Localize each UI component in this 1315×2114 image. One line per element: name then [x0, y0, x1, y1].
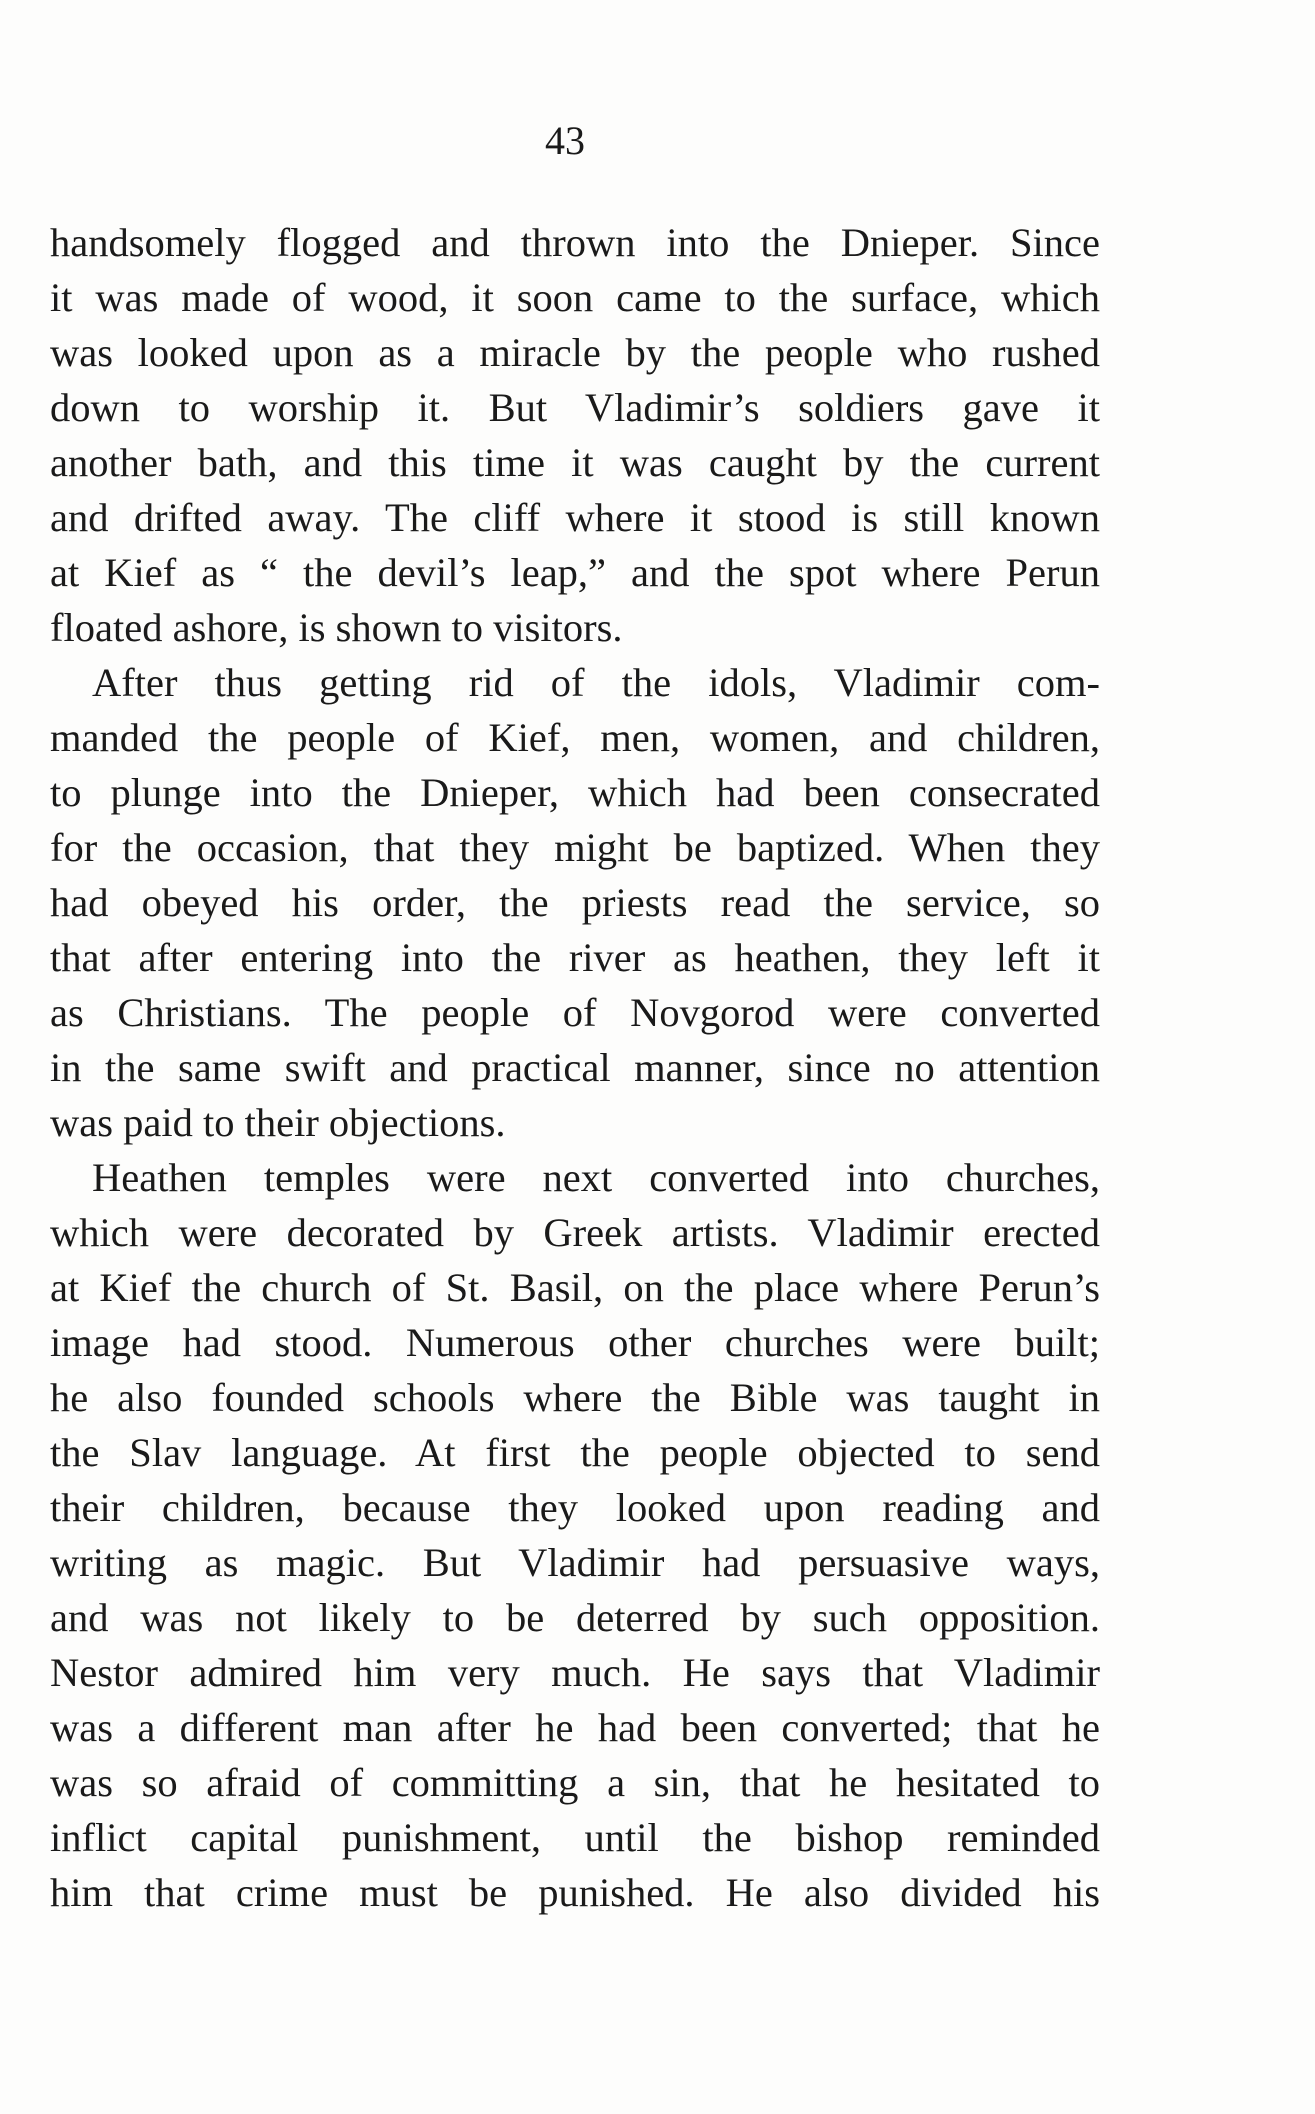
text-line: to plunge into the Dnieper, which had been consecrated: [50, 770, 1100, 815]
text-line: he also founded schools where the Bible was taught in: [50, 1375, 1100, 1420]
text-line: in the same swift and practical manner, since no attention: [50, 1045, 1100, 1090]
text-line: down to worship it. But Vladimir’s soldiers gave it: [50, 385, 1100, 430]
text-line: had obeyed his order, the priests read the service, so: [50, 880, 1100, 925]
text-line: at Kief as “ the devil’s leap,” and the spot where Perun: [50, 550, 1100, 595]
text-line: another bath, and this time it was caught by the current: [50, 440, 1100, 485]
text-line: manded the people of Kief, men, women, and children,: [50, 715, 1100, 760]
text-line: was a different man after he had been converted; that he: [50, 1705, 1100, 1750]
text-line: was so afraid of committing a sin, that he hesitated to: [50, 1760, 1100, 1805]
text-line: as Christians. The people of Novgorod were converted: [50, 990, 1100, 1035]
text-line: image had stood. Numerous other churches were built;: [50, 1320, 1100, 1365]
text-line: and was not likely to be deterred by such opposition.: [50, 1595, 1100, 1640]
text-line: for the occasion, that they might be baptized. When they: [50, 825, 1100, 870]
text-line: that after entering into the river as heathen, they left it: [50, 935, 1100, 980]
text-line: was looked upon as a miracle by the people who rushed: [50, 330, 1100, 375]
text-line: was paid to their objections.: [50, 1100, 506, 1145]
text-line: floated ashore, is shown to visitors.: [50, 605, 623, 650]
text-line: which were decorated by Greek artists. Vladimir erected: [50, 1210, 1100, 1255]
text-line: him that crime must be punished. He also divided his: [50, 1870, 1100, 1915]
text-line: handsomely flogged and thrown into the Dnieper. Since: [50, 220, 1100, 265]
text-line: Nestor admired him very much. He says that Vladimir: [50, 1650, 1100, 1695]
text-line: writing as magic. But Vladimir had persuasive ways,: [50, 1540, 1100, 1585]
text-line: After thus getting rid of the idols, Vladimir com-: [92, 660, 1100, 705]
text-line: Heathen temples were next converted into churches,: [92, 1155, 1100, 1200]
text-line: at Kief the church of St. Basil, on the place where Perun’s: [50, 1265, 1100, 1310]
text-line: their children, because they looked upon reading and: [50, 1485, 1100, 1530]
text-line: the Slav language. At first the people objected to send: [50, 1430, 1100, 1475]
text-line: and drifted away. The cliff where it stood is still known: [50, 495, 1100, 540]
text-line: inflict capital punishment, until the bishop reminded: [50, 1815, 1100, 1860]
page-number: 43: [545, 118, 585, 163]
text-line: it was made of wood, it soon came to the surface, which: [50, 275, 1100, 320]
